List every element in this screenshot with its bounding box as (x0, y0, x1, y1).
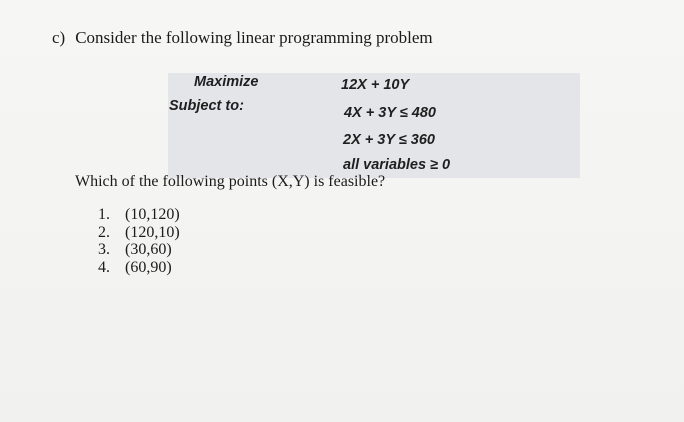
problem-intro-text: Consider the following linear programming problem (75, 28, 433, 47)
subject-to-label: Subject to: (169, 98, 244, 114)
option-text: (60,90) (125, 258, 172, 276)
objective-function: 12X + 10Y (341, 77, 410, 93)
option-text: (120,10) (125, 223, 180, 241)
answer-option (98, 241, 180, 259)
constraint-1: 4X + 3Y ≤ 480 (344, 105, 436, 121)
option-text: (10,120) (125, 206, 180, 223)
constraint-nonnegativity: all variables ≥ 0 (343, 157, 451, 173)
maximize-label: Maximize (194, 74, 259, 90)
problem-label: c) (52, 28, 66, 47)
question-text: Which of the following points (X,Y) is feasible? (75, 173, 386, 190)
option-text: (30,60) (125, 241, 172, 258)
problem-intro (52, 28, 433, 48)
answer-option (98, 206, 180, 224)
option-number: 4. (98, 258, 110, 276)
answer-options-list (98, 206, 180, 276)
option-number: 2. (98, 223, 110, 241)
option-number: 1. (98, 206, 110, 223)
answer-option (98, 259, 180, 277)
constraint-2: 2X + 3Y ≤ 360 (343, 132, 435, 148)
answer-option (98, 224, 180, 242)
option-number: 3. (98, 241, 110, 258)
